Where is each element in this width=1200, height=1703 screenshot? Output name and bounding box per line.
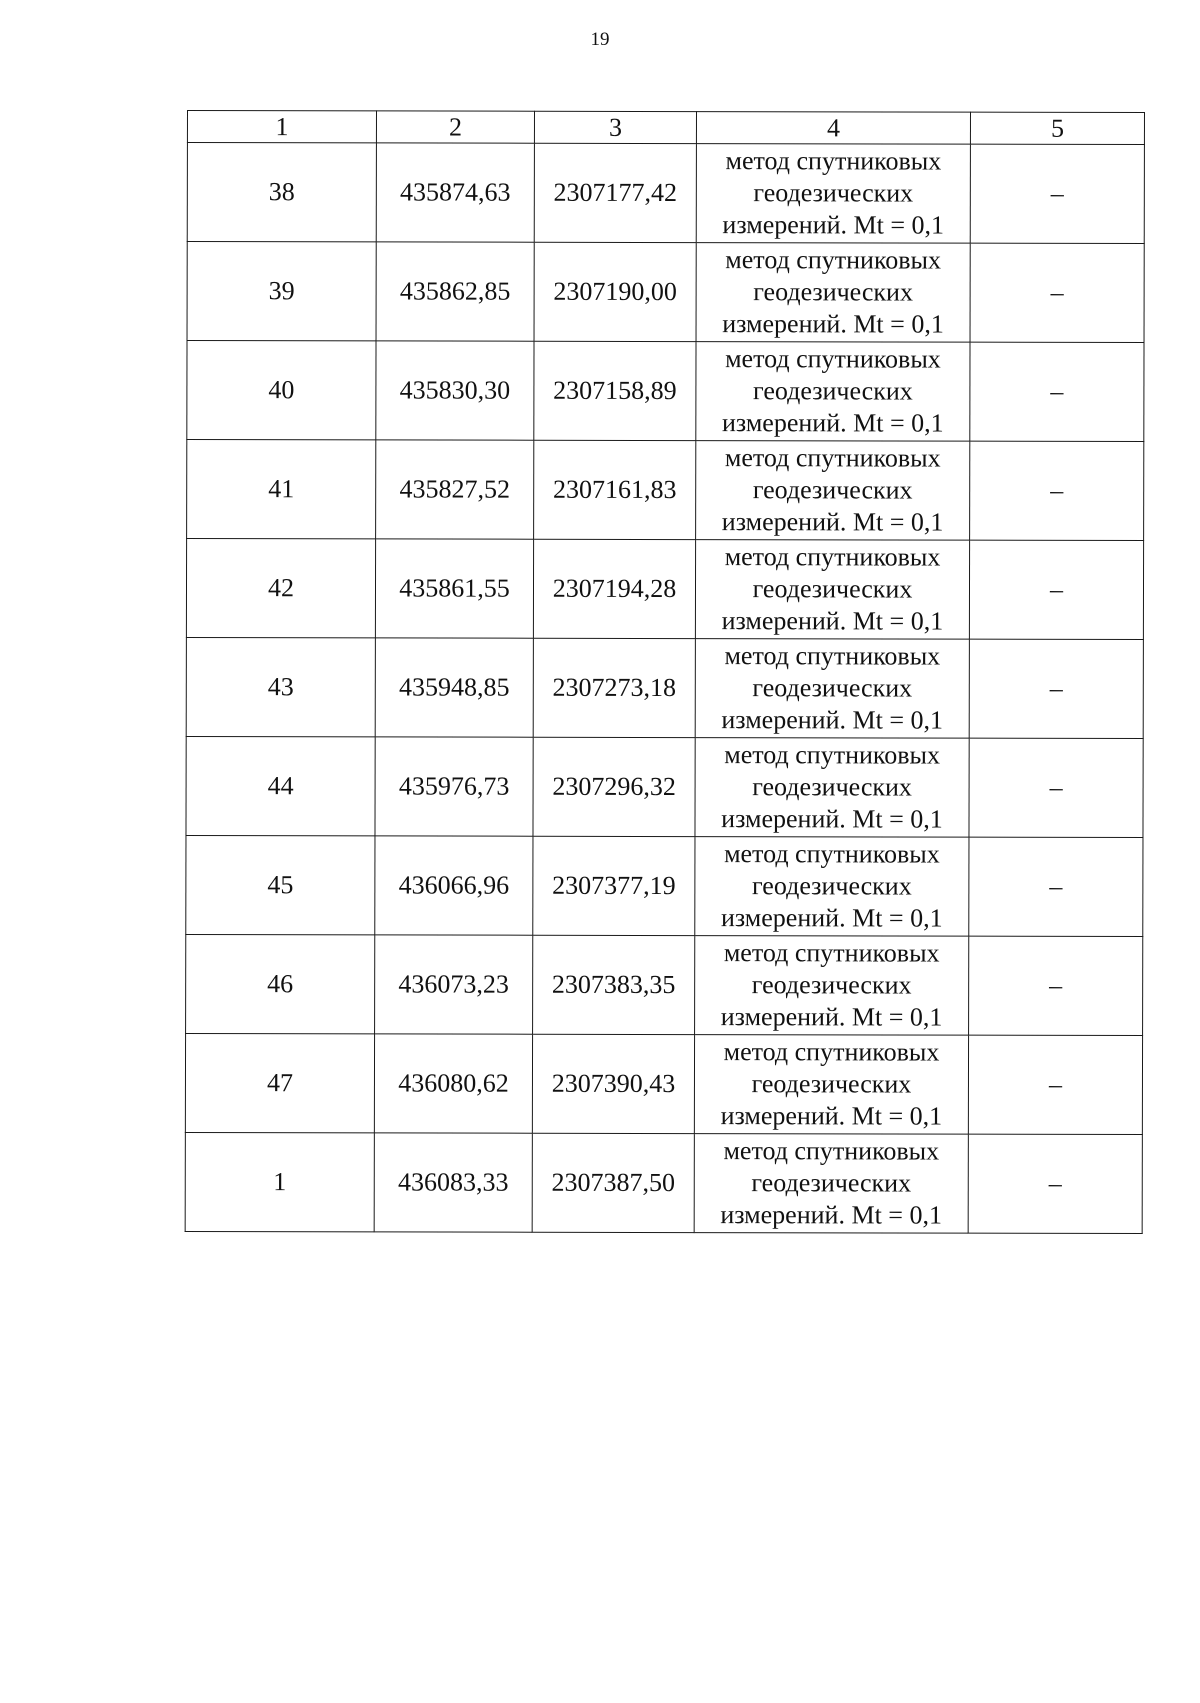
point-number-cell: 1: [185, 1132, 374, 1231]
y-coordinate-cell: 2307387,50: [532, 1133, 694, 1232]
coordinates-table-body: [185, 111, 1144, 1234]
point-number-cell: 39: [187, 242, 376, 341]
y-coordinate-cell: 2307190,00: [534, 242, 696, 341]
method-cell: [695, 639, 969, 739]
column-header: 3: [534, 111, 696, 143]
method-line: метод спутниковых: [723, 1136, 940, 1166]
point-number-cell: 46: [186, 934, 375, 1033]
x-coordinate-cell: 436066,96: [375, 836, 533, 935]
note-cell: –: [969, 738, 1143, 837]
x-coordinate-cell: 435827,52: [376, 440, 534, 539]
method-line: геодезических: [752, 673, 913, 703]
method-cell: [696, 342, 970, 442]
page-number: 19: [590, 29, 610, 50]
x-coordinate-cell: 436080,62: [374, 1034, 532, 1133]
x-coordinate-cell: 435830,30: [376, 341, 534, 440]
method-line: метод спутниковых: [724, 443, 941, 473]
note-cell: –: [969, 540, 1143, 639]
method-line: метод спутниковых: [725, 146, 942, 176]
note-cell: –: [970, 441, 1144, 540]
method-line: метод спутниковых: [724, 542, 941, 572]
point-number-cell: 40: [187, 341, 376, 440]
method-line: метод спутниковых: [725, 344, 941, 374]
point-number-cell: 43: [186, 637, 375, 736]
y-coordinate-cell: 2307158,89: [534, 341, 696, 440]
method-line: геодезических: [752, 574, 913, 604]
table-row: [186, 835, 1143, 936]
method-cell: [696, 144, 970, 244]
method-line: геодезических: [753, 277, 914, 307]
y-coordinate-cell: 2307194,28: [533, 539, 695, 638]
method-line: геодезических: [753, 376, 913, 406]
method-line: измерений. Mt = 0,1: [720, 1002, 943, 1032]
table-row: [187, 242, 1144, 343]
method-cell: [695, 936, 969, 1036]
point-number-cell: 44: [186, 736, 375, 835]
note-cell: –: [969, 837, 1143, 936]
column-header: 4: [696, 112, 970, 145]
y-coordinate-cell: 2307273,18: [533, 638, 695, 737]
method-line: метод спутниковых: [724, 839, 940, 869]
method-line: метод спутниковых: [724, 740, 941, 770]
point-number-cell: 47: [185, 1033, 374, 1132]
column-header: 2: [376, 111, 534, 143]
method-cell: [695, 540, 969, 640]
method-line: измерений. Mt = 0,1: [720, 1200, 943, 1230]
method-line: измерений. Mt = 0,1: [720, 1101, 943, 1131]
column-header: 5: [970, 112, 1144, 144]
method-line: измерений. Mt = 0,1: [722, 309, 944, 339]
y-coordinate-cell: 2307377,19: [533, 836, 695, 935]
column-header: 1: [187, 111, 376, 143]
method-line: геодезических: [751, 1069, 912, 1099]
y-coordinate-cell: 2307390,43: [532, 1034, 694, 1133]
note-cell: –: [970, 243, 1144, 342]
x-coordinate-cell: 435976,73: [375, 737, 533, 836]
table-row: [185, 1033, 1142, 1134]
note-cell: –: [968, 1035, 1142, 1134]
coordinates-table: [185, 110, 1145, 1234]
method-line: геодезических: [751, 1168, 912, 1198]
x-coordinate-cell: 435862,85: [376, 242, 534, 341]
method-line: геодезических: [753, 178, 914, 208]
method-cell: [696, 243, 970, 343]
table-row: [186, 637, 1143, 738]
table-row: [186, 539, 1143, 640]
x-coordinate-cell: 435874,63: [376, 143, 534, 242]
table-row: [186, 934, 1143, 1035]
x-coordinate-cell: 435948,85: [375, 638, 533, 737]
y-coordinate-cell: 2307161,83: [534, 440, 696, 539]
method-line: измерений. Mt = 0,1: [721, 606, 944, 636]
table-row: [187, 341, 1144, 442]
y-coordinate-cell: 2307177,42: [534, 143, 696, 242]
point-number-cell: 45: [186, 835, 375, 934]
method-line: измерений. Mt = 0,1: [722, 408, 944, 438]
method-line: геодезических: [751, 970, 912, 1000]
table-row: [186, 736, 1143, 837]
method-line: метод спутниковых: [723, 1037, 940, 1067]
note-cell: –: [970, 144, 1144, 243]
method-line: измерений. Mt = 0,1: [721, 507, 944, 537]
method-cell: [696, 441, 970, 541]
method-cell: [695, 837, 969, 937]
method-cell: [694, 1134, 968, 1234]
method-line: геодезических: [752, 475, 913, 505]
x-coordinate-cell: 435861,55: [375, 539, 533, 638]
table-row: [185, 1132, 1142, 1233]
method-line: метод спутниковых: [724, 641, 941, 671]
method-line: измерений. Mt = 0,1: [721, 705, 944, 735]
note-cell: –: [969, 639, 1143, 738]
point-number-cell: 38: [187, 143, 376, 242]
method-line: измерений. Mt = 0,1: [721, 804, 943, 834]
note-cell: –: [970, 342, 1144, 441]
method-cell: [695, 738, 969, 838]
y-coordinate-cell: 2307296,32: [533, 737, 695, 836]
point-number-cell: 41: [187, 440, 376, 539]
point-number-cell: 42: [186, 539, 375, 638]
y-coordinate-cell: 2307383,35: [533, 935, 695, 1034]
x-coordinate-cell: 436083,33: [374, 1133, 532, 1232]
table-row: [187, 440, 1144, 541]
x-coordinate-cell: 436073,23: [375, 935, 533, 1034]
method-line: метод спутниковых: [725, 245, 942, 275]
table-header-row: [187, 111, 1144, 145]
note-cell: –: [968, 1134, 1142, 1233]
method-cell: [694, 1035, 968, 1135]
table-row: [187, 143, 1144, 244]
note-cell: –: [969, 936, 1143, 1035]
method-line: геодезических: [751, 871, 912, 901]
method-line: измерений. Mt = 0,1: [720, 903, 943, 933]
method-line: метод спутниковых: [723, 938, 940, 968]
method-line: геодезических: [752, 772, 912, 802]
method-line: измерений. Mt = 0,1: [722, 210, 945, 240]
